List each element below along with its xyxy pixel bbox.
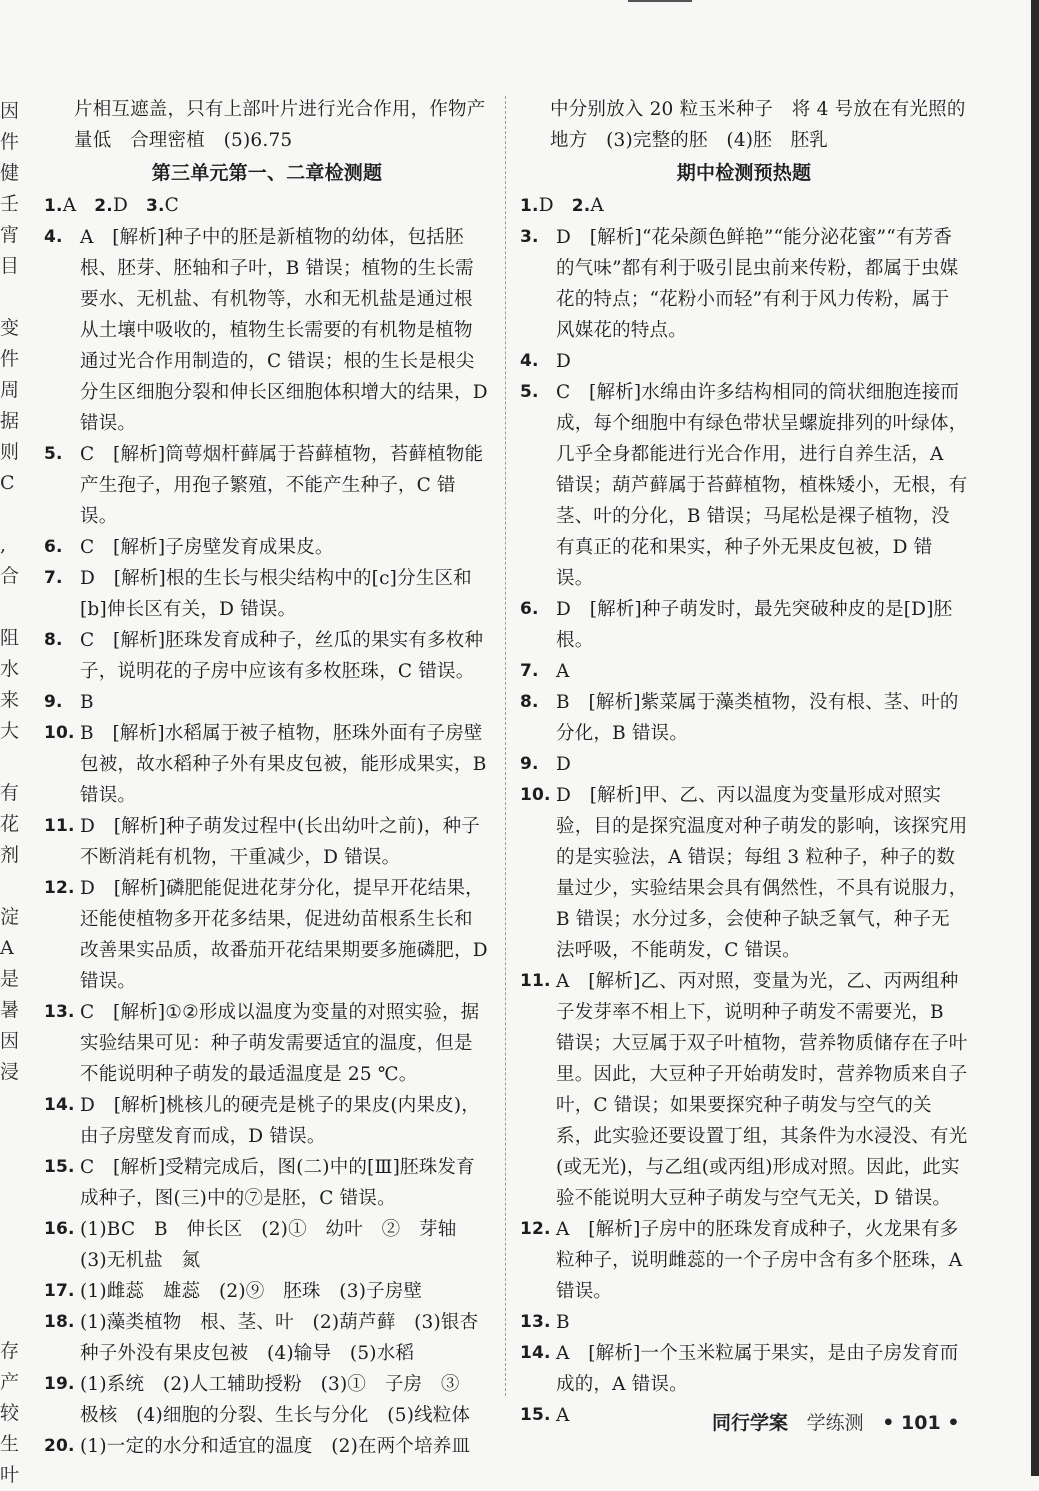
question-number: 3. [145,196,165,216]
answer-text: A [556,1405,570,1426]
answer-entry [44,1307,490,1369]
question-number: 9. [520,754,539,774]
left-column [44,94,490,1462]
question-number: 4. [44,227,63,247]
margin-glyph: 花 [0,813,20,835]
answer-text: B [解析]紫菜属于藻类植物，没有根、茎、叶的分化，B 错误。 [556,692,959,744]
margin-glyph: 生 [0,1433,20,1455]
answer-text: (1)系统 (2)人工辅助授粉 (3)① 子房 ③ 极核 (4)细胞的分裂、生长与分化 (5)线粒体 [80,1374,479,1426]
margin-glyph: 据 [0,410,20,432]
question-number: 5. [44,444,63,464]
column-divider [505,96,506,1396]
answer-entry [44,1152,490,1214]
answer-text: (1)藻类植物 根、茎、叶 (2)葫芦藓 (3)银杏种子外没有果皮包被 (4)输导 (5)水稻 [80,1312,479,1364]
question-number: 7. [44,568,63,588]
margin-glyph: 件 [0,348,20,370]
question-number: 12. [44,878,75,898]
answer-text: D [解析]根的生长与根尖结构中的[c]分生区和[b]伸长区有关，D 错误。 [80,568,472,620]
question-number: 14. [44,1095,75,1115]
question-number: 2. [571,196,591,216]
adjacent-page-margin [0,96,24,1491]
margin-glyph: A [0,937,14,959]
answer-letter: D [538,195,554,216]
margin-glyph: 周 [0,379,20,401]
question-number: 9. [44,692,63,712]
answer-entry [44,439,490,532]
answer-entry [44,625,490,687]
margin-glyph: 壬 [0,193,20,215]
answer-entry [520,377,968,594]
question-number: 20. [44,1436,75,1456]
question-number: 14. [520,1343,551,1363]
margin-glyph: 存 [0,1340,20,1362]
answer-entry [44,1369,490,1431]
right-continuation-text: 中分别放入 20 粒玉米种子 将 4 号放在有光照的地方 (3)完整的胚 (4)胚 胚乳 [550,99,966,151]
question-number: 16. [44,1219,75,1239]
question-number: 13. [520,1312,551,1332]
answer-letter: C [164,195,180,216]
right-section-heading: 期中检测预热题 [676,162,812,184]
margin-glyph [0,1212,24,1243]
question-number: 4. [520,351,539,371]
margin-glyph: 合 [0,565,20,587]
answer-text: B [556,1312,570,1333]
left-quick-answers [44,190,490,222]
question-number: 5. [520,382,539,402]
page-number: • 101 • [882,1412,960,1434]
answer-entry [520,594,968,656]
margin-glyph: 则 [0,441,20,463]
left-answer-list [44,222,490,1462]
question-number: 6. [520,599,539,619]
answer-entry [520,1307,968,1338]
answer-entry [44,1276,490,1307]
margin-glyph [0,1150,24,1181]
margin-glyph: 水 [0,658,20,680]
margin-glyph: 因 [0,1030,20,1052]
answer-entry [44,811,490,873]
answer-entry [520,346,968,377]
margin-glyph [0,1243,24,1274]
question-number: 11. [520,971,551,991]
left-section-heading: 第三单元第一、二章检测题 [151,162,383,184]
question-number: 18. [44,1312,75,1332]
margin-glyph [0,747,24,778]
margin-glyph: 剂 [0,844,20,866]
margin-glyph: 叶 [0,1464,20,1486]
margin-glyph: C [0,472,15,494]
margin-glyph [0,1181,24,1212]
margin-glyph: 健 [0,162,20,184]
right-quick-answers [520,190,968,222]
quick-answer [94,195,128,216]
margin-glyph: , [0,534,7,556]
question-number: 19. [44,1374,75,1394]
answer-entry [520,1338,968,1400]
answer-text: A [解析]乙、丙对照，变量为光，乙、丙两组种子发芽率不相上下，说明种子萌发不需要光，B 错误；大豆属于双子叶植物，营养物质储存在子叶里。因此，大豆种子开始萌发时，营养物质来自子叶，C 错误；如果要探究种子萌发与空气的关系，此实验还要设置丁组，其条件为水浸没、有光(或无光)，与乙组(或丙组)形成对照。因此，此实验不能说明大豆种子萌发与空气无关，D 错误。 [556,971,968,1209]
question-number: 1. [520,196,539,216]
answer-text: A [556,661,570,682]
answer-text: A [解析]一个玉米粒属于果实，是由子房发育而成的，A 错误。 [556,1343,959,1395]
answer-text: B [80,692,94,713]
margin-glyph [0,282,24,313]
margin-glyph: 因 [0,100,20,122]
question-number: 10. [44,723,75,743]
answer-entry [520,749,968,780]
margin-glyph: 是 [0,968,20,990]
answer-text: (1)一定的水分和适宜的温度 (2)在两个培养皿 [80,1436,471,1457]
margin-glyph [0,871,24,902]
question-number: 13. [44,1002,75,1022]
page-footer [712,1408,962,1435]
margin-glyph [0,1088,24,1119]
quick-answer [146,195,179,216]
answer-entry [44,687,490,718]
answer-entry [44,997,490,1090]
answer-text: (1)BC B 伸长区 (2)① 幼叶 ② 芽轴 (3)无机盐 氮 [80,1219,476,1271]
margin-glyph: 有 [0,782,20,804]
answer-text: C [解析]①②形成以温度为变量的对照实验，据实验结果可见：种子萌发需要适宜的温度，但是不能说明种子萌发的最适温度是 25 ℃。 [80,1002,480,1085]
right-answer-list [520,222,968,1431]
answer-text: C [解析]受精完成后，图(二)中的[Ⅲ]胚珠发育成种子，图(三)中的⑦是胚，C 错误。 [80,1157,475,1209]
margin-glyph: 来 [0,689,20,711]
quick-answer [520,195,554,216]
answer-text: C [解析]胚珠发育成种子，丝瓜的果实有多枚种子，说明花的子房中应该有多枚胚珠，C 错误。 [80,630,484,682]
answer-entry [44,222,490,439]
answer-text: C [解析]水绵由许多结构相同的筒状细胞连接而成，每个细胞中有绿色带状呈螺旋排列的叶绿体，几乎全身都能进行光合作用，进行自养生活，A 错误；葫芦藓属于苔藓植物，植株矮小，无根，有茎、叶的分化，B 错误；马尾松是裸子植物，没有真正的花和果实，种子外无果皮包被，D 错误。 [556,382,968,589]
answer-entry [44,718,490,811]
answer-text: D [556,351,572,372]
margin-glyph: 件 [0,131,20,153]
question-number: 1. [44,196,63,216]
margin-glyph: 目 [0,255,20,277]
question-number: 11. [44,816,75,836]
left-continuation-text: 片相互遮盖，只有上部叶片进行光合作用，作物产量低 合理密植 (5)6.75 [74,99,486,151]
top-edge-mark [628,0,692,2]
answer-text: D [解析]种子萌发过程中(长出幼叶之前)，种子不断消耗有机物，干重减少，D 错误。 [80,816,481,868]
question-number: 8. [44,630,63,650]
answer-letter: D [112,195,128,216]
answer-letter: A [62,195,77,216]
question-number: 6. [44,537,63,557]
page-edge-shadow [1031,0,1039,1476]
right-column [520,94,968,1431]
answer-entry [520,222,968,346]
answer-text: D [解析]种子萌发时，最先突破种皮的是[D]胚根。 [556,599,953,651]
question-number: 12. [520,1219,551,1239]
margin-glyph: 淀 [0,906,20,928]
answer-text: A [解析]种子中的胚是新植物的幼体，包括胚根、胚芽、胚轴和子叶，B 错误；植物的生长需要水、无机盐、有机物等，水和无机盐是通过根从土壤中吸收的，植物生长需要的有机物是植物通过光合作用制造的，C 错误；根的生长是根尖分生区细胞分裂和伸长区细胞体积增大的结果，D 错误。 [80,227,488,434]
question-number: 10. [520,785,551,805]
answer-text: A [解析]子房中的胚珠发育成种子，火龙果有多粒种子，说明雌蕊的一个子房中含有多个胚珠，A 错误。 [556,1219,963,1302]
footer-series: 学练测 [806,1412,864,1434]
margin-glyph [0,1274,24,1305]
quick-answer [572,195,604,216]
answer-entry [520,966,968,1214]
answer-entry [520,1214,968,1307]
footer-brand: 同行学案 [712,1412,789,1434]
answer-entry [44,563,490,625]
margin-glyph: 变 [0,317,20,339]
question-number: 2. [94,196,113,216]
answer-entry [44,1214,490,1276]
margin-glyph [0,1305,24,1336]
margin-glyph: 宵 [0,224,20,246]
answer-text: (1)雌蕊 雄蕊 (2)⑨ 胚珠 (3)子房壁 [80,1281,423,1302]
answer-text: C [解析]筒萼烟杆藓属于苔藓植物，苔藓植物能产生孢子，用孢子繁殖，不能产生种子，C 错误。 [80,444,484,527]
margin-glyph [0,499,24,530]
answer-entry [520,780,968,966]
answer-entry [520,687,968,749]
margin-glyph: 阻 [0,627,20,649]
answer-text: B [解析]水稻属于被子植物，胚珠外面有子房壁包被，故水稻种子外有果皮包被，能形成果实，B 错误。 [80,723,487,806]
answer-entry [520,656,968,687]
question-number: 17. [44,1281,75,1301]
question-number: 15. [44,1157,75,1177]
margin-glyph: 产 [0,1371,20,1393]
margin-glyph: 较 [0,1402,20,1424]
margin-glyph: 浸 [0,1061,20,1083]
question-number: 8. [520,692,539,712]
quick-answer [44,195,76,216]
answer-entry [44,873,490,997]
answer-text: D [解析]桃核儿的硬壳是桃子的果皮(内果皮)，由子房壁发育而成，D 错误。 [80,1095,481,1147]
answer-text: D [556,754,572,775]
answer-text: D [解析]甲、乙、丙以温度为变量形成对照实验，目的是探究温度对种子萌发的影响，该探究用的是实验法，A 错误；每组 3 粒种子，种子的数量过少，实验结果会具有偶然性，不具有说服力，B 错误；水分过多，会使种子缺乏氧气，种子无法呼吸，不能萌发，C 错误。 [556,785,968,961]
answer-entry [44,532,490,563]
answer-entry [44,1090,490,1152]
question-number: 7. [520,661,539,681]
margin-glyph [0,592,24,623]
answer-text: D [解析]磷肥能促进花芽分化，提早开花结果，还能使植物多开花多结果，促进幼苗根系生长和改善果实品质，故番茄开花结果期要多施磷肥，D 错误。 [80,878,488,992]
question-number: 3. [520,227,539,247]
question-number: 15. [520,1405,551,1425]
margin-glyph [0,1119,24,1150]
answer-text: D [解析]“花朵颜色鲜艳”“能分泌花蜜”“有芳香的气味”都有利于吸引昆虫前来传粉，都属于虫媒花的特点；“花粉小而轻”有利于风力传粉，属于风媒花的特点。 [556,227,959,341]
answer-text: C [解析]子房壁发育成果皮。 [80,537,334,558]
answer-entry [44,1431,490,1462]
margin-glyph: 大 [0,720,20,742]
margin-glyph: 暑 [0,999,20,1021]
answer-letter: A [590,195,604,216]
